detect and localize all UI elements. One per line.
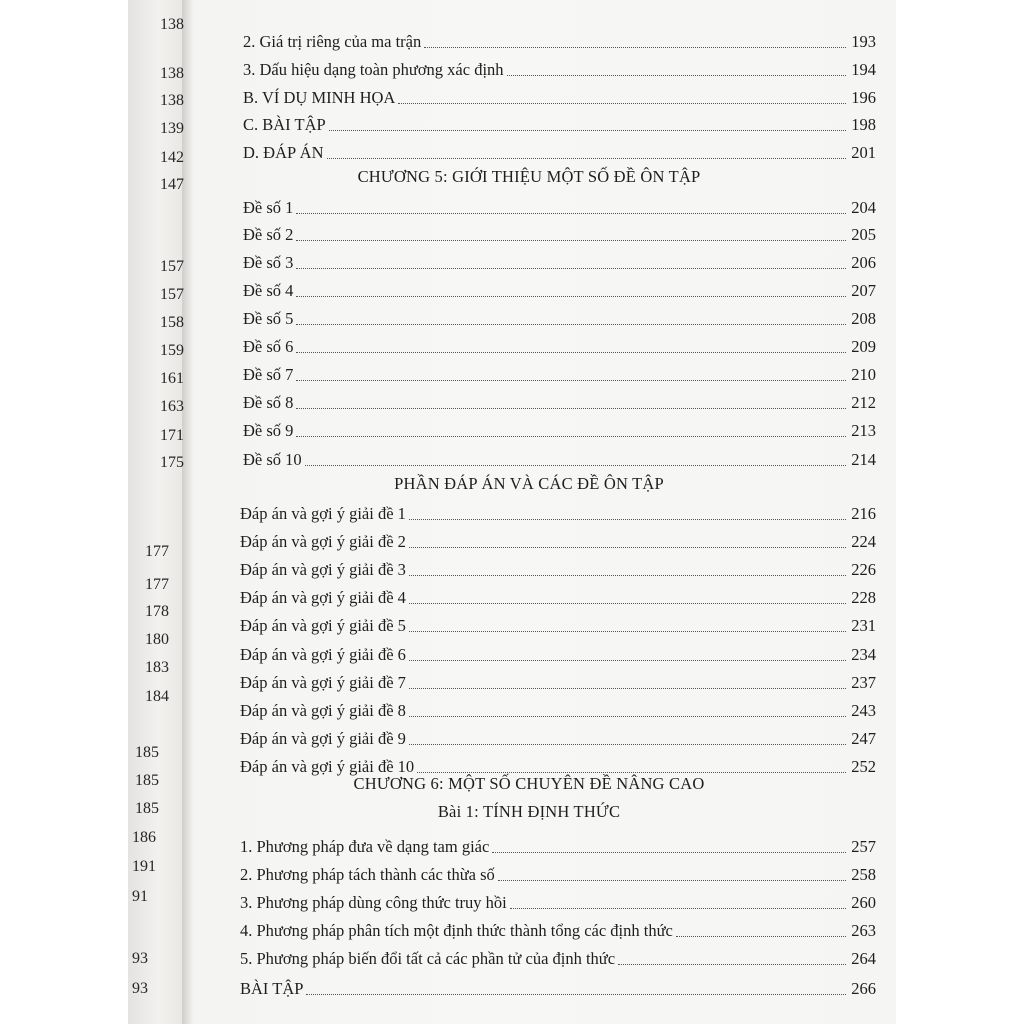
toc-entry <box>240 612 876 636</box>
dot-leader <box>409 630 846 632</box>
left-page-number: 157 <box>160 286 184 303</box>
toc-entry-page: 196 <box>851 88 876 107</box>
left-page-number: 163 <box>160 398 184 415</box>
toc-entry <box>243 389 876 413</box>
toc-entry <box>240 556 876 580</box>
toc-entry-title: 4. Phương pháp phân tích một định thức thành tổng các định thức <box>240 921 673 940</box>
left-page-number: 185 <box>135 744 159 761</box>
lesson-heading: Bài 1: TÍNH ĐỊNH THỨC <box>437 802 621 821</box>
left-page-number: 159 <box>160 342 184 359</box>
toc-entry-page: 243 <box>851 701 876 720</box>
toc-entry <box>240 833 876 857</box>
toc-entry-page: 209 <box>851 337 876 356</box>
toc-entry-page: 198 <box>851 115 876 134</box>
left-page-number: 142 <box>160 149 184 166</box>
toc-entry <box>243 84 876 108</box>
toc-entry-title: Đề số 8 <box>243 393 294 412</box>
left-page-number: 185 <box>135 772 159 789</box>
toc-entry-title: Đáp án và gợi ý giải đề 10 <box>240 757 415 776</box>
toc-entry <box>240 641 876 665</box>
left-page-number: 177 <box>145 576 169 593</box>
dot-leader <box>417 771 846 773</box>
toc-entry-title: Đề số 9 <box>243 421 294 440</box>
toc-entry-title: 3. Dấu hiệu dạng toàn phương xác định <box>243 60 504 79</box>
toc-entry <box>243 249 876 273</box>
toc-entry-page: 247 <box>851 729 876 748</box>
toc-entry <box>243 111 876 135</box>
dot-leader <box>296 212 846 214</box>
dot-leader <box>296 295 846 297</box>
left-page-number: 158 <box>160 314 184 331</box>
toc-entry-page: 210 <box>851 365 876 384</box>
dot-leader <box>618 963 846 965</box>
toc-entry-title: 5. Phương pháp biến đổi tất cả các phần tử của định thức <box>240 949 616 968</box>
dot-leader <box>409 659 846 661</box>
dot-leader <box>409 715 846 717</box>
toc-entry <box>240 945 876 969</box>
toc-entry-title: Đề số 10 <box>243 450 302 469</box>
toc-entry <box>243 333 876 357</box>
dot-leader <box>296 407 846 409</box>
toc-entry-title: Đề số 2 <box>243 225 294 244</box>
toc-entry-title: Đề số 7 <box>243 365 294 384</box>
left-page-number: 147 <box>160 176 184 193</box>
left-page-number: 93 <box>132 980 148 997</box>
toc-entry <box>243 56 876 80</box>
dot-leader <box>398 102 846 104</box>
toc-entry <box>243 194 876 218</box>
toc-entry-page: 252 <box>851 757 876 776</box>
toc-entry <box>243 221 876 245</box>
toc-entry <box>243 28 876 52</box>
toc-entry <box>243 305 876 329</box>
toc-entry-title: Đề số 5 <box>243 309 294 328</box>
toc-entry-page: 213 <box>851 421 876 440</box>
toc-entry-page: 231 <box>851 616 876 635</box>
toc-entry-page: 224 <box>851 532 876 551</box>
toc-entry-title: 3. Phương pháp dùng công thức truy hồi <box>240 893 507 912</box>
toc-entry-title: Đề số 1 <box>243 198 294 217</box>
toc-entry <box>240 861 876 885</box>
toc-entry-title: B. VÍ DỤ MINH HỌA <box>243 88 396 107</box>
toc-entry-title: 1. Phương pháp đưa về dạng tam giác <box>240 837 490 856</box>
toc-entry <box>240 975 876 999</box>
left-page-number: 138 <box>160 16 184 33</box>
left-page-number: 186 <box>132 829 156 846</box>
toc-entry-title: 2. Phương pháp tách thành các thừa số <box>240 865 495 884</box>
toc-entry-title: Đáp án và gợi ý giải đề 4 <box>240 588 406 607</box>
toc-entry-title: Đáp án và gợi ý giải đề 7 <box>240 673 406 692</box>
toc-entry-title: C. BÀI TẬP <box>243 115 326 134</box>
dot-leader <box>424 46 846 48</box>
toc-entry-title: Đáp án và gợi ý giải đề 2 <box>240 532 406 551</box>
dot-leader <box>296 379 846 381</box>
dot-leader <box>409 602 846 604</box>
toc-entry <box>240 528 876 552</box>
toc-entry <box>243 277 876 301</box>
dot-leader <box>676 935 846 937</box>
toc-entry-page: 207 <box>851 281 876 300</box>
toc-entry-page: 201 <box>851 143 876 162</box>
toc-entry <box>243 139 876 163</box>
dot-leader <box>507 74 846 76</box>
dot-leader <box>498 879 846 881</box>
left-page-number: 139 <box>160 120 184 137</box>
toc-entry-title: Đề số 6 <box>243 337 294 356</box>
toc-entry-title: D. ĐÁP ÁN <box>243 143 324 162</box>
toc-entry-page: 257 <box>851 837 876 856</box>
left-page-number: 185 <box>135 800 159 817</box>
toc-entry-page: 204 <box>851 198 876 217</box>
toc-entry <box>243 446 876 470</box>
left-page-number: 183 <box>145 659 169 676</box>
left-page-number: 180 <box>145 631 169 648</box>
dot-leader <box>329 129 846 131</box>
toc-entry <box>240 725 876 749</box>
left-page-number: 175 <box>160 454 184 471</box>
dot-leader <box>296 267 846 269</box>
dot-leader <box>296 351 846 353</box>
toc-entry-title: Đáp án và gợi ý giải đề 6 <box>240 645 406 664</box>
toc-entry-page: 228 <box>851 588 876 607</box>
toc-entry-page: 266 <box>851 979 876 998</box>
chapter-heading: CHƯƠNG 6: MỘT SỐ CHUYÊN ĐỀ NÂNG CAO <box>353 774 705 793</box>
left-page-number: 171 <box>160 427 184 444</box>
toc-entry-title: Đáp án và gợi ý giải đề 9 <box>240 729 406 748</box>
toc-entry-page: 264 <box>851 949 876 968</box>
left-page-number: 161 <box>160 370 184 387</box>
dot-leader <box>409 687 846 689</box>
toc-entry <box>240 697 876 721</box>
left-page-number: 178 <box>145 603 169 620</box>
dot-leader <box>409 743 846 745</box>
dot-leader <box>296 239 846 241</box>
toc-entry-page: 212 <box>851 393 876 412</box>
dot-leader <box>510 907 846 909</box>
toc-entry-page: 208 <box>851 309 876 328</box>
dot-leader <box>305 464 846 466</box>
toc-entry-title: Đề số 3 <box>243 253 294 272</box>
toc-entry-page: 258 <box>851 865 876 884</box>
toc-entry-title: 2. Giá trị riêng của ma trận <box>243 32 422 51</box>
toc-entry-title: Đáp án và gợi ý giải đề 1 <box>240 504 406 523</box>
chapter-heading: CHƯƠNG 5: GIỚI THIỆU MỘT SỐ ĐỀ ÔN TẬP <box>357 167 701 186</box>
toc-entry-page: 205 <box>851 225 876 244</box>
dot-leader <box>306 993 846 995</box>
toc-entry <box>240 889 876 913</box>
toc-entry-page: 214 <box>851 450 876 469</box>
toc-entry-title: Đáp án và gợi ý giải đề 5 <box>240 616 406 635</box>
toc-entry <box>243 417 876 441</box>
dot-leader <box>296 435 846 437</box>
left-page-number: 191 <box>132 858 156 875</box>
toc-entry-title: Đáp án và gợi ý giải đề 3 <box>240 560 406 579</box>
left-page-number: 138 <box>160 92 184 109</box>
toc-entry-page: 237 <box>851 673 876 692</box>
toc-entry-title: Đáp án và gợi ý giải đề 8 <box>240 701 406 720</box>
toc-entry-page: 194 <box>851 60 876 79</box>
part-heading: PHẦN ĐÁP ÁN VÀ CÁC ĐỀ ÔN TẬP <box>394 474 664 493</box>
toc-entry-page: 206 <box>851 253 876 272</box>
toc-entry-page: 216 <box>851 504 876 523</box>
dot-leader <box>409 518 846 520</box>
toc-entry-page: 260 <box>851 893 876 912</box>
dot-leader <box>327 157 846 159</box>
left-page-number: 157 <box>160 258 184 275</box>
toc-entry-title: BÀI TẬP <box>240 979 304 998</box>
left-page-number: 177 <box>145 543 169 560</box>
dot-leader <box>296 323 846 325</box>
left-page-number: 138 <box>160 65 184 82</box>
toc-entry-page: 226 <box>851 560 876 579</box>
left-page-number: 93 <box>132 950 148 967</box>
toc-entry <box>243 361 876 385</box>
dot-leader <box>409 574 846 576</box>
toc-entry <box>240 584 876 608</box>
toc-entry-page: 263 <box>851 921 876 940</box>
toc-entry-title: Đề số 4 <box>243 281 294 300</box>
toc-entry <box>240 917 876 941</box>
toc-entry-page: 234 <box>851 645 876 664</box>
toc-entry-page: 193 <box>851 32 876 51</box>
toc-entry <box>240 669 876 693</box>
toc-entry <box>240 500 876 524</box>
dot-leader <box>492 851 846 853</box>
dot-leader <box>409 546 846 548</box>
left-page-number: 184 <box>145 688 169 705</box>
left-page-number: 91 <box>132 888 148 905</box>
